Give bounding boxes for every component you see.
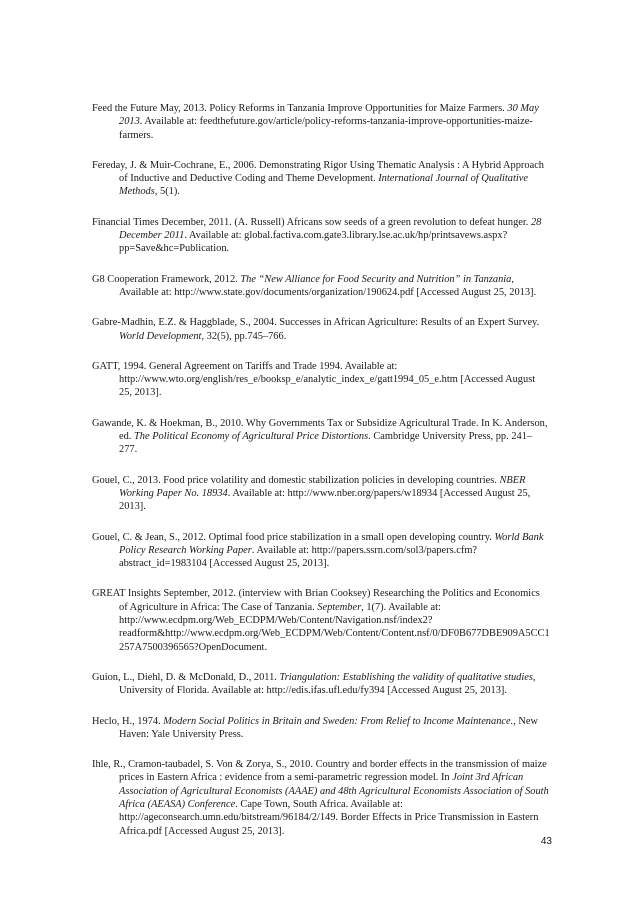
reference-entry bbox=[92, 715, 550, 742]
reference-entry bbox=[92, 531, 550, 571]
reference-text: Ihle, R., Cramon-taubadel, S. Von & Zorya, S., 2010. Country and border effects in the transmission of maize prices in Eastern Africa : evidence from a semi-parametric regression model. In bbox=[92, 759, 547, 784]
reference-text: . Available at: feedthefuture.gov/article/policy-reforms-tanzania-improve-opportunities-maize-farmers. bbox=[119, 116, 533, 141]
reference-entry bbox=[92, 417, 550, 457]
reference-entry bbox=[92, 758, 550, 838]
reference-italic-text: September bbox=[317, 601, 362, 613]
reference-text: , 5(1). bbox=[154, 186, 180, 198]
reference-italic-text: World Development bbox=[119, 330, 202, 342]
reference-entry bbox=[92, 159, 550, 199]
reference-text: Gabre-Madhin, E.Z. & Haggblade, S., 2004. Successes in African Agriculture: Results of an Expert Survey. bbox=[92, 317, 540, 329]
reference-italic-text: Joint 3rd African Association of Agricultural Economists (AAAE) and 48th Agricultural Economists Association of South Africa (AEASA) Conference bbox=[119, 772, 549, 810]
reference-text: . Cape Town, South Africa. Available at: http://ageconsearch.umn.edu/bitstream/96184/2/149. Border Effects in Price Transmission in Eastern Africa.pdf [Accessed August 25, 2013]. bbox=[119, 798, 539, 837]
reference-italic-text: International Journal of Qualitative Methods bbox=[119, 173, 529, 198]
reference-text: Feed the Future May, 2013. Policy Reforms in Tanzania Improve Opportunities for Maize Farmers. bbox=[92, 103, 508, 114]
reference-entry bbox=[92, 671, 550, 698]
reference-italic-text: World Bank Policy Research Working Paper bbox=[119, 531, 544, 556]
reference-text: Fereday, J. & Muir-Cochrane, E., 2006. Demonstrating Rigor Using Thematic Analysis : A Hybrid Approach of Inductive and Deductive Coding and Theme Development. bbox=[92, 159, 545, 185]
reference-text: . Available at: http://papers.ssrn.com/sol3/papers.cfm?abstract_id=1983104 [Accessed August 25, 2013]. bbox=[119, 544, 478, 570]
reference-text: GATT, 1994. General Agreement on Tariffs and Trade 1994. Available at: http://www.wto.org/english/res_e/booksp_e/analytic_index_e/gatt1994_05_e.htm [Accessed August 25, 2013]. bbox=[92, 360, 536, 399]
reference-text: , New Haven: Yale University Press. bbox=[119, 715, 539, 740]
reference-entry bbox=[92, 360, 550, 400]
reference-italic-text: 28 December 2011 bbox=[119, 216, 542, 242]
reference-entry bbox=[92, 316, 550, 343]
reference-text: Gouel, C. & Jean, S., 2012. Optimal food price stabilization in a small open developing country. bbox=[92, 531, 495, 543]
reference-text: Heclo, H., 1974. bbox=[92, 715, 164, 727]
reference-text: Guion, L., Diehl, D. & McDonald, D., 2011. bbox=[92, 671, 280, 683]
reference-italic-text: The “New Alliance for Food Security and Nutrition” in Tanzania bbox=[240, 273, 512, 285]
reference-italic-text: The Political Economy of Agricultural Price Distortions bbox=[134, 431, 369, 443]
reference-italic-text: NBER Working Paper No. 18934 bbox=[119, 474, 526, 499]
reference-text: . Available at: global.factiva.com.gate3.library.lse.ac.uk/hp/printsavews.aspx?pp=Save&hc=Publication. bbox=[119, 230, 508, 255]
reference-text: GREAT Insights September, 2012. (interview with Brian Cooksey) Researching the Politics and Economics of Agriculture in Africa: The Case of Tanzania. bbox=[92, 588, 540, 613]
reference-text: G8 Cooperation Framework, 2012. bbox=[92, 273, 241, 285]
reference-italic-text: 30 May 2013 bbox=[119, 103, 539, 128]
reference-italic-text: Modern Social Politics in Britain and Sweden: From Relief to Income Maintenance. bbox=[163, 715, 514, 727]
reference-entry bbox=[92, 273, 550, 300]
reference-text: , 1(7). Available at: http://www.ecdpm.org/Web_ECDPM/Web/Content/Navigation.nsf/index2?readform&http://www.ecdpm.org/Web_ECDPM/Web/Content/Content.nsf/0/DF0B677DBE909A5CC1257A7500396565?OpenDocument. bbox=[119, 601, 550, 653]
reference-text: Gouel, C., 2013. Food price volatility and domestic stabilization policies in developing countries. bbox=[92, 474, 500, 486]
reference-italic-text: Triangulation: Establishing the validity of qualitative studies bbox=[279, 671, 533, 683]
reference-entry bbox=[92, 102, 550, 142]
reference-entry bbox=[92, 474, 550, 514]
reference-text: Gawande, K. & Hoekman, B., 2010. Why Governments Tax or Subsidize Agricultural Trade. In K. Anderson, ed. bbox=[92, 417, 548, 443]
reference-entry bbox=[92, 216, 550, 256]
reference-text: . Available at: http://www.nber.org/papers/w18934 [Accessed August 25, 2013]. bbox=[119, 487, 531, 513]
reference-entry bbox=[92, 587, 550, 653]
reference-text: Financial Times December, 2011. (A. Russell) Africans sow seeds of a green revolution to defeat hunger. bbox=[92, 216, 531, 228]
reference-text: , Available at: http://www.state.gov/documents/organization/190624.pdf [Accessed August 25, 2013]. bbox=[119, 273, 537, 298]
reference-text: . Cambridge University Press, pp. 241–277. bbox=[119, 431, 533, 456]
page-number: 43 bbox=[540, 836, 552, 847]
reference-text: , 32(5), pp.745–766. bbox=[201, 330, 287, 342]
reference-list bbox=[92, 102, 550, 855]
reference-text: , University of Florida. Available at: http://edis.ifas.ufl.edu/fy394 [Accessed August 25, 2013]. bbox=[119, 671, 536, 697]
